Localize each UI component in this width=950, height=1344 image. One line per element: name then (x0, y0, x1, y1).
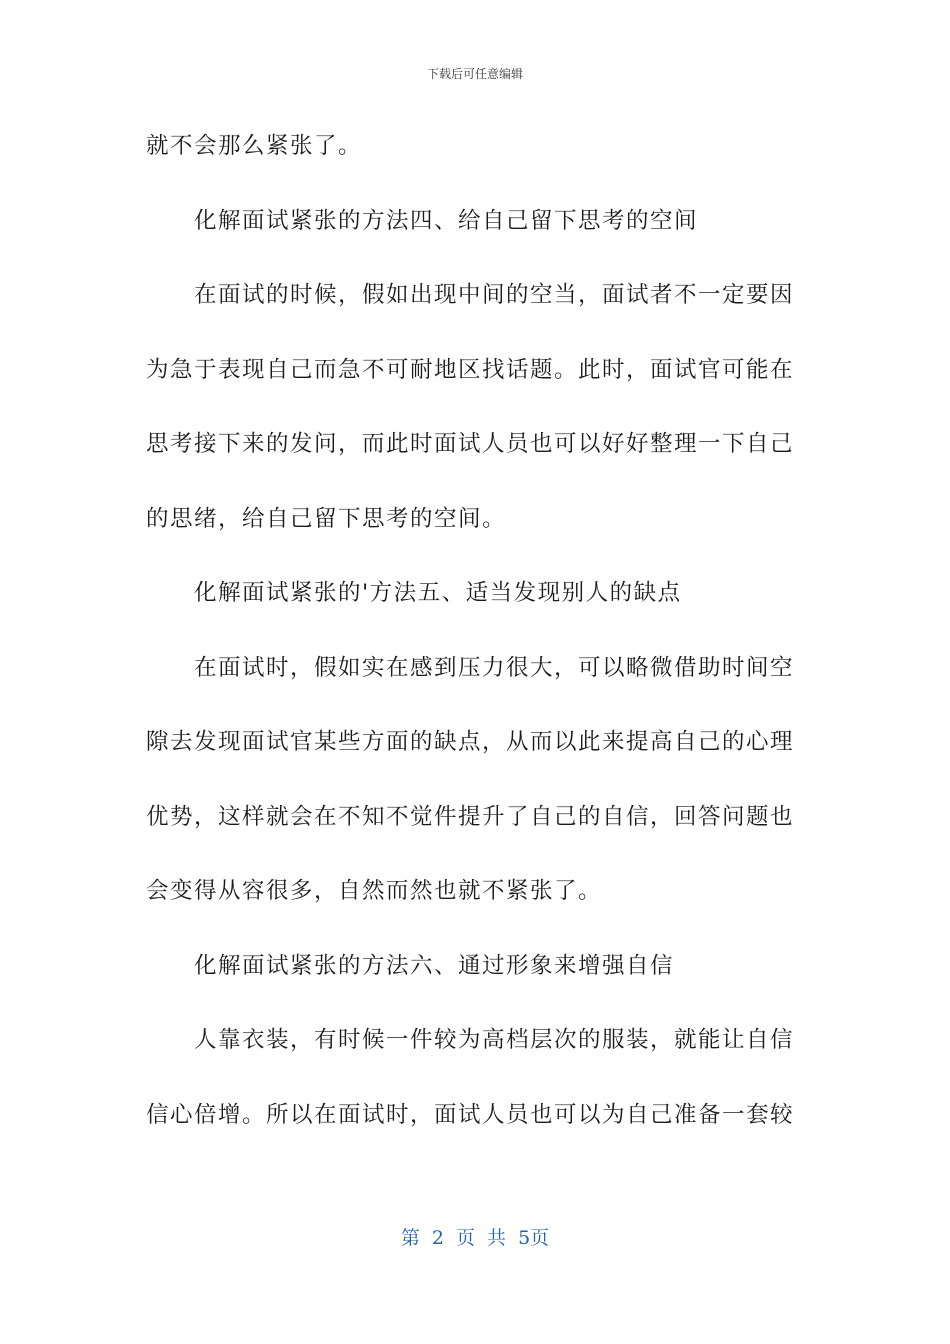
page-header: 下载后可任意编辑 (426, 67, 523, 81)
document-body (146, 126, 806, 1169)
text-line: 思考接下来的发问，而此时面试人员也可以好好整理一下自己 (146, 431, 795, 457)
text-line: 在面试时，假如实在感到压力很大，可以略微借助时间空 (194, 654, 795, 681)
text-line: 隙去发现面试官某些方面的缺点，从而以此来提高自己的心理 (146, 729, 795, 755)
text-line: 会变得从容很多，自然而然也就不紧张了。 (146, 878, 603, 904)
text-line: 人靠衣装，有时候一件较为高档层次的服装，就能让自信 (194, 1027, 795, 1053)
text-line: 在面试的时候，假如出现中间的空当，面试者不一定要因 (194, 282, 795, 308)
section-heading: 化解面试紧张的方法四、给自己留下思考的空间 (194, 207, 699, 234)
text-line: 的思绪，给自己留下思考的空间。 (146, 505, 507, 532)
text-line: 信心倍增。所以在面试时，面试人员也可以为自己准备一套较 (146, 1101, 795, 1128)
page-number-footer: 第 2 页 共 5页 (400, 1227, 550, 1249)
section-heading: 化解面试紧张的方法六、通过形象来增强自信 (194, 952, 675, 979)
section-heading: 化解面试紧张的'方法五、适当发现别人的缺点 (194, 580, 682, 606)
text-line: 就不会那么紧张了。 (146, 133, 363, 159)
text-line: 为急于表现自己而急不可耐地区找话题。此时，面试官可能在 (146, 356, 795, 383)
text-line: 优势，这样就会在不知不觉件提升了自己的自信，回答问题也 (146, 803, 795, 830)
